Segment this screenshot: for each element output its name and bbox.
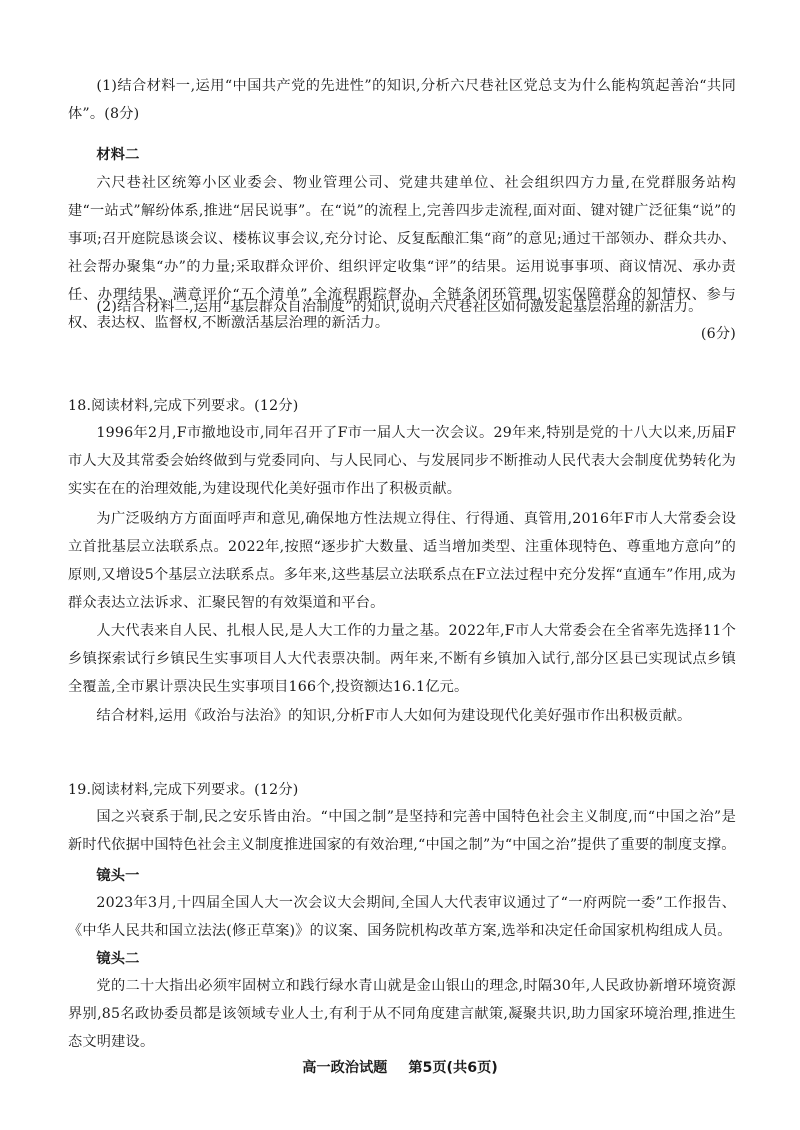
q17-subquestion-1: (1)结合材料一,运用“中国共产党的先进性”的知识,分析六尺巷社区党总支为什么能构筑起善治“共同体”。(8分)	[68, 78, 736, 122]
shot-1-text: 2023年3月,十四届全国人大一次会议大会期间,全国人大代表审议通过了“一府两院一委”工作报告、《中华人民共和国立法法(修正草案)》的议案、国务院机构改革方案,选举和决定任命国家机构组成人员。	[68, 895, 736, 939]
q18-paragraph-1: 1996年2月,F市撤地设市,同年召开了F市一届人大一次会议。29年来,特别是党的十八大以来,历届F市人大及其常委会始终做到与党委同向、与人民同心、与发展同步不断推动人民代表大会制度优势转化为实实在在的治理效能,为建设现代化美好强市作出了积极贡献。	[68, 425, 736, 497]
q18-task: 结合材料,运用《政治与法治》的知识,分析F市人大如何为建设现代化美好强市作出积极贡献。	[96, 708, 692, 724]
material-2-text: 六尺巷社区统筹小区业委会、物业管理公司、党建共建单位、社会组织四方力量,在党群服务站构建“一站式”解纷体系,推进“居民说事”。在“说”的流程上,完善四步走流程,面对面、键对键广泛征集“说”的事项;召开庭院恳谈会议、楼栋议事会议,充分讨论、反复酝酿汇集“商”的意见;通过干部领办、群众共办、社会帮办聚集“办”的力量;采取群众评价、组织评定收集“评”的结果。运用说事事项、商议情况、承办责任、办理结果、满意评价“五个清单”,全流程跟踪督办、全链条闭环管理,切实保障群众的知情权、参与权、表达权、监督权,不断激活基层治理的新活力。	[68, 175, 736, 331]
q19-paragraph-1: 国之兴衰系于制,民之安乐皆由治。“中国之制”是坚持和完善中国特色社会主义制度,而“中国之治”是新时代依据中国特色社会主义制度推进国家的有效治理,“中国之制”为“中国之治”提供了重要的制度支撑。	[68, 809, 736, 853]
q19-heading: 19.阅读材料,完成下列要求。(12分)	[68, 782, 299, 798]
shot-2-title: 镜头二	[96, 951, 140, 967]
footer-page-number: 第5页(共6页)	[408, 1060, 498, 1076]
material-2-title: 材料二	[96, 147, 140, 163]
shot-2-text: 党的二十大指出必须牢固树立和践行绿水青山就是金山银山的理念,时隔30年,人民政协新增环境资源界别,85名政协委员都是该领域专业人士,有利于从不同角度建言献策,凝聚共识,助力国家环境治理,推进生态文明建设。	[68, 978, 736, 1050]
q17-subquestion-2: (2)结合材料二,运用“基层群众自治制度”的知识,说明六尺巷社区如何激发起基层治理的新活力。	[96, 299, 703, 315]
q17-subquestion-2-score: (6分)	[700, 326, 736, 342]
q18-heading: 18.阅读材料,完成下列要求。(12分)	[68, 398, 299, 414]
footer-subject: 高一政治试题	[302, 1060, 388, 1076]
shot-1-title: 镜头一	[96, 868, 140, 884]
q18-paragraph-3: 人大代表来自人民、扎根人民,是人大工作的力量之基。2022年,F市人大常委会在全省率先选择11个乡镇探索试行乡镇民生实事项目人大代表票决制。两年来,不断有乡镇加入试行,部分区县已实现试点乡镇全覆盖,全市累计票决民生实事项目166个,投资额达16.1亿元。	[68, 623, 736, 695]
page-footer	[0, 1057, 800, 1077]
q18-paragraph-2: 为广泛吸纳方方面面呼声和意见,确保地方性法规立得住、行得通、真管用,2016年F市人大常委会设立首批基层立法联系点。2022年,按照“逐步扩大数量、适当增加类型、注重体现特色、尊重地方意向”的原则,又增设5个基层立法联系点。多年来,这些基层立法联系点在F立法过程中充分发挥“直通车”作用,成为群众表达立法诉求、汇聚民智的有效渠道和平台。	[68, 511, 736, 611]
